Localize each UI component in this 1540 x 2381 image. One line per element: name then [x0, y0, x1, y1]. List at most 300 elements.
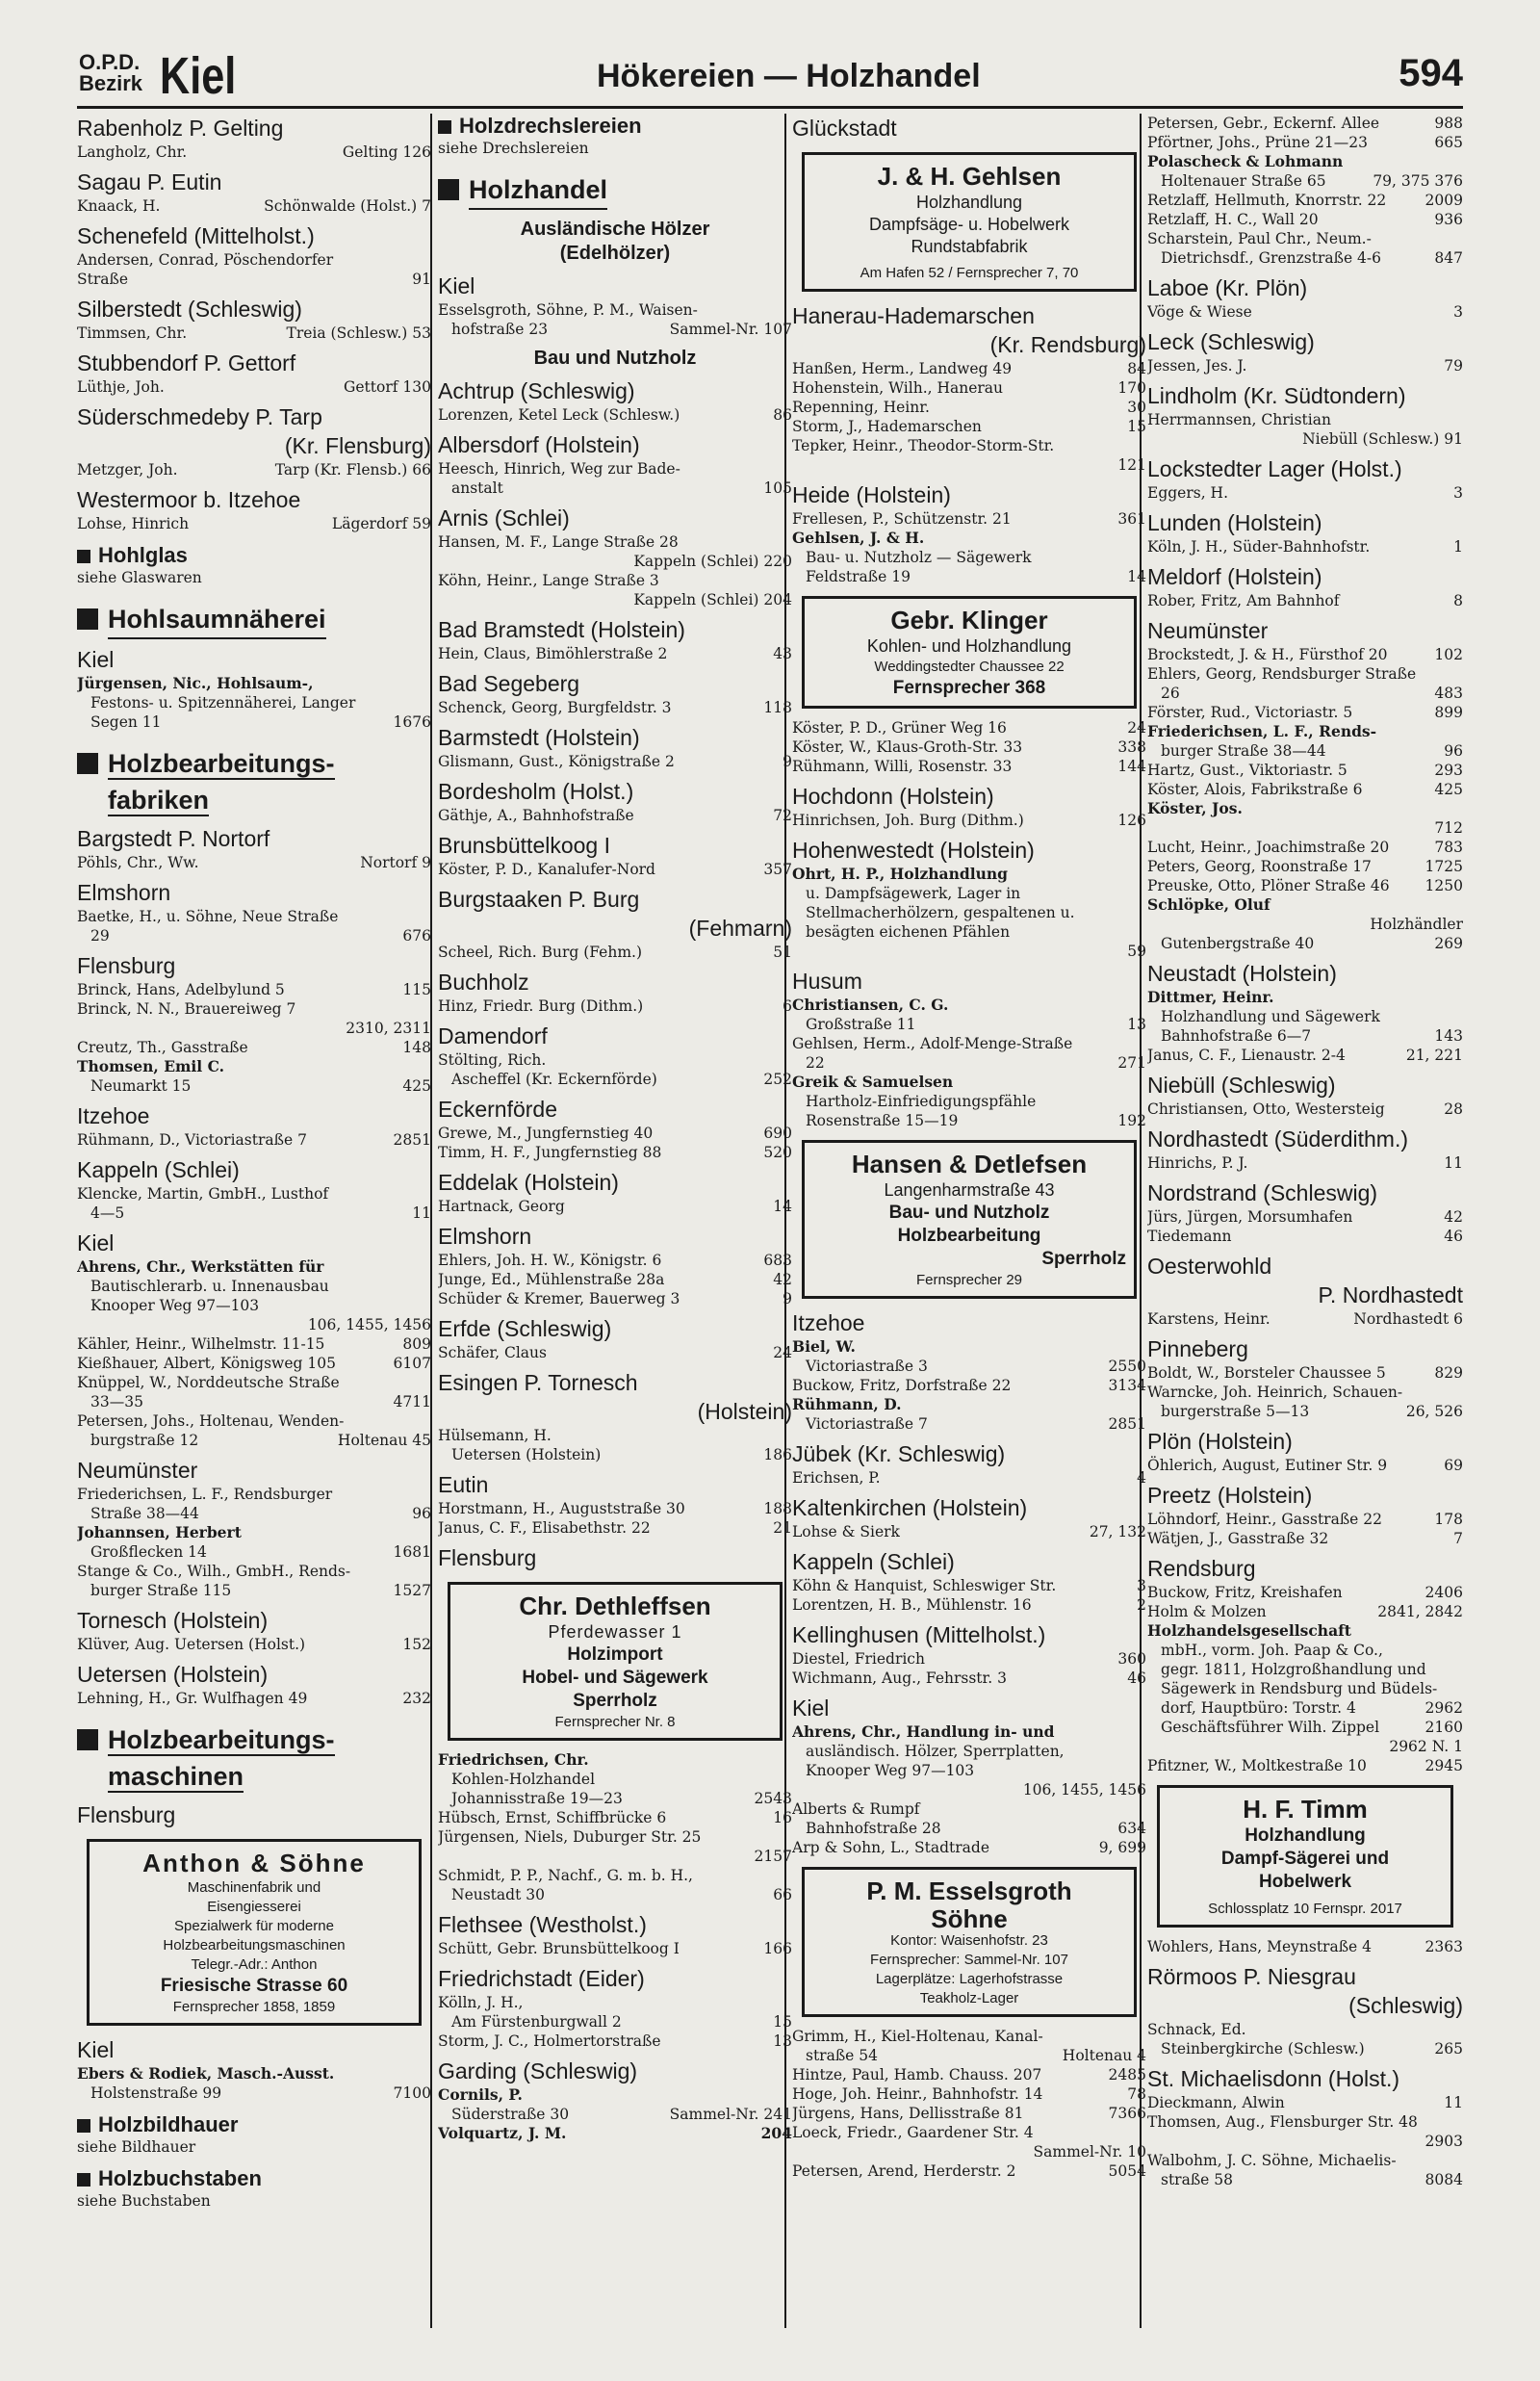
entry: Langholz, Chr. Gelting 126 [77, 143, 431, 161]
advert-line: Dampfsäge- u. Hobelwerk [868, 215, 1070, 234]
entry: Steinbergkirche (Schlesw.) 265 [1161, 2040, 1463, 2057]
entry: Wätjen, J., Gasstraße 32 7 [1147, 1530, 1463, 1547]
entry: Grewe, M., Jungfernstieg 40 690 [438, 1125, 792, 1142]
entry: Petersen, Johs., Holtenau, Wenden- [77, 1412, 345, 1430]
entry: Petersen, Arend, Herderstr. 2 5054 [792, 2162, 1146, 2180]
entry: Scheel, Rich. Burg (Fehm.) 51 [438, 944, 792, 961]
place-heading: Schenefeld (Mittelholst.) [77, 223, 315, 248]
entry: Lucht, Heinr., Joachimstraße 20 783 [1147, 839, 1463, 856]
entry: Hanßen, Herm., Landweg 49 84 [792, 360, 1146, 377]
entry: Eggers, H. 3 [1147, 484, 1463, 502]
place-heading: Glückstadt [792, 116, 897, 141]
entry: Biel, W. [792, 1337, 856, 1356]
advert-line: Holzimport [567, 1644, 663, 1665]
entry: Lohse, Hinrich Lägerdorf 59 [77, 515, 431, 532]
place-heading: Hochdonn (Holstein) [792, 784, 994, 809]
entry: Gäthje, A., Bahnhofstraße 72 [438, 807, 792, 824]
advert-line: Weddingstedter Chaussee 22 [874, 659, 1065, 675]
place-heading: Itzehoe [792, 1310, 865, 1335]
entry: Retzlaff, H. C., Wall 20 936 [1147, 211, 1463, 228]
place-heading: Süderschmedeby P. Tarp [77, 404, 322, 429]
place-heading: Achtrup (Schleswig) [438, 378, 635, 403]
place-heading: Barmstedt (Holstein) [438, 725, 640, 750]
entry: Klencke, Martin, GmbH., Lusthof [77, 1185, 329, 1203]
place-heading: Rendsburg [1147, 1556, 1256, 1581]
bullet-square-icon [77, 2173, 90, 2187]
place-heading: Kiel [77, 2037, 115, 2062]
entry: Straße 91 [77, 271, 431, 288]
advert-line: Langenharmstraße 43 [884, 1180, 1055, 1200]
entry: Hinrichsen, Joh. Burg (Dithm.) 126 [792, 812, 1146, 829]
entry: Klüver, Aug. Uetersen (Holst.) 152 [77, 1636, 431, 1653]
entry: Christiansen, Otto, Westersteig 28 [1147, 1100, 1463, 1118]
entry: Rober, Fritz, Am Bahnhof 8 [1147, 592, 1463, 609]
entry: Johannisstraße 19—23 2543 [451, 1790, 792, 1807]
entry: Holzhandelsgesellschaft [1147, 1621, 1351, 1640]
entry: Hübsch, Ernst, Schiffbrücke 6 16 [438, 1809, 792, 1826]
place-heading: Husum [792, 969, 862, 994]
entry: Ascheffel (Kr. Eckernförde) 252 [451, 1071, 792, 1088]
entry: burgstraße 12 Holtenau 45 [90, 1432, 431, 1449]
place-heading: Elmshorn [438, 1224, 532, 1249]
entry: Diestel, Friedrich 360 [792, 1650, 1146, 1668]
entry: Schüder & Kremer, Bauerweg 3 9 [438, 1290, 792, 1307]
bullet-square-icon [77, 550, 90, 563]
entry: Janus, C. F., Elisabethstr. 22 21 [438, 1519, 792, 1537]
advert-line: Rundstabfabrik [911, 237, 1028, 256]
entry-value: 59 [1127, 943, 1146, 960]
advert-line: Kontor: Waisenhofstr. 23 [890, 1932, 1048, 1949]
entry-cont: Sägewerk in Rendsburg und Büdels- [1161, 1680, 1438, 1697]
entry: Segen 11 1676 [90, 713, 431, 731]
place-heading: Bad Segeberg [438, 671, 580, 696]
entry: Greik & Samuelsen [792, 1073, 954, 1091]
entry: Lohse & Sierk 27, 132 [792, 1523, 1146, 1540]
entry: Köster, Jos. [1147, 799, 1243, 817]
entry: Hartnack, Georg 14 [438, 1198, 792, 1215]
place-heading: Bad Bramstedt (Holstein) [438, 617, 685, 642]
entry-cont: besägten eichenen Pfählen [806, 923, 1011, 941]
entry: Hein, Claus, Bimöhlerstraße 2 43 [438, 645, 792, 662]
entry: Peters, Georg, Roonstraße 17 1725 [1147, 858, 1463, 875]
place-heading: Arnis (Schlei) [438, 505, 570, 531]
entry: Preuske, Otto, Plöner Straße 46 1250 [1147, 877, 1463, 894]
entry: Hohenstein, Wilh., Hanerau 170 [792, 379, 1146, 397]
entry: Timmsen, Chr. Treia (Schlesw.) 53 [77, 324, 431, 342]
entry-value: 106, 1455, 1456 [307, 1316, 431, 1333]
section-heading: Holzbildhauer [77, 2112, 431, 2137]
entry: burgerstraße 5—13 26, 526 [1161, 1403, 1463, 1420]
entry: Christiansen, C. G. [792, 996, 949, 1014]
entry: Kappeln (Schlei) 204 [633, 591, 792, 608]
place-heading: Silberstedt (Schleswig) [77, 297, 302, 322]
entry: Schnack, Ed. [1147, 2021, 1246, 2038]
entry: Dittmer, Heinr. [1147, 988, 1274, 1006]
entry: Lorentzen, H. B., Mühlenstr. 16 2 [792, 1596, 1146, 1614]
advert-title: Söhne [931, 1904, 1008, 1933]
place-heading: Kellinghusen (Mittelholst.) [792, 1622, 1046, 1647]
entry: Repenning, Heinr. 30 [792, 399, 1146, 416]
header-rule [77, 106, 1463, 109]
place-heading: Kiel [77, 1230, 115, 1255]
place-heading: St. Michaelisdonn (Holst.) [1147, 2066, 1400, 2091]
advert-box [802, 1867, 1137, 2017]
place-heading: Niebüll (Schleswig) [1147, 1073, 1336, 1098]
page-title: Hökereien — Holzhandel [597, 58, 981, 94]
entry: Großflecken 14 1681 [90, 1543, 431, 1561]
entry: Jürgensen, Nic., Hohlsaum-, [77, 674, 314, 692]
place-heading: Kiel [792, 1695, 830, 1721]
entry: Förster, Rud., Victoriastr. 5 899 [1147, 704, 1463, 721]
entry: Hinrichs, P. J. 11 [1147, 1154, 1463, 1172]
entry: Pförtner, Johs., Prüne 21—23 665 [1147, 134, 1463, 151]
entry: Junge, Ed., Mühlenstraße 28a 42 [438, 1271, 792, 1288]
advert-box [448, 1582, 783, 1741]
page-header [77, 48, 1463, 106]
entry: Rühmann, D., Victoriastraße 7 2851 [77, 1131, 431, 1149]
entry: Öhlerich, August, Eutiner Str. 9 69 [1147, 1457, 1463, 1474]
entry-value: 712 [1434, 819, 1463, 837]
advert-line: Holzhandlung [1245, 1825, 1366, 1846]
advert-line: Eisengiesserei [207, 1899, 301, 1915]
entry: Bahnhofstraße 6—7 143 [1161, 1027, 1463, 1045]
column-2 [438, 114, 792, 2328]
place-heading: Preetz (Holstein) [1147, 1483, 1313, 1508]
entry: Hintze, Paul, Hamb. Chauss. 207 2485 [792, 2066, 1146, 2083]
entry: Tiedemann 46 [1147, 1228, 1463, 1245]
entry: Jessen, Jes. J. 79 [1147, 357, 1463, 375]
entry: Lüthje, Joh. Gettorf 130 [77, 378, 431, 396]
subsection-heading: Bau und Nutzholz [533, 348, 697, 369]
place-heading: Damendorf [438, 1023, 548, 1048]
entry: Ohrt, H. P., Holzhandlung [792, 865, 1008, 883]
entry: Kappeln (Schlei) 220 [633, 553, 792, 570]
entry: Storm, J. C., Holmertorstraße 13 [438, 2032, 792, 2050]
entry: straße 54 Holtenau 4 [806, 2047, 1146, 2064]
entry: Köster, Alois, Fabrikstraße 6 425 [1147, 781, 1463, 798]
place-heading: Stubbendorf P. Gettorf [77, 350, 296, 375]
place-heading: Lockstedter Lager (Holst.) [1147, 456, 1402, 481]
place-heading: Kiel [438, 273, 475, 298]
advert-line: Holzbearbeitungsmaschinen [163, 1937, 346, 1954]
entry: Johannsen, Herbert [77, 1523, 242, 1541]
entry: Brinck, N. N., Brauereiweg 7 [77, 1000, 296, 1018]
entry: Herrmannsen, Christian [1147, 411, 1331, 428]
entry: Metzger, Joh. Tarp (Kr. Flensb.) 66 [77, 461, 431, 479]
advert-line: Fernsprecher: Sammel-Nr. 107 [870, 1952, 1068, 1968]
entry: Wichmann, Aug., Fehrsstr. 3 46 [792, 1669, 1146, 1687]
entry: Rühmann, D. [792, 1395, 902, 1413]
entry: Lehning, H., Gr. Wulfhagen 49 232 [77, 1690, 431, 1707]
advert-title: J. & H. Gehlsen [877, 162, 1062, 191]
entry: Schäfer, Claus 24 [438, 1344, 792, 1361]
place-heading: Kappeln (Schlei) [792, 1549, 955, 1574]
place-heading: Leck (Schleswig) [1147, 329, 1315, 354]
entry: Gehlsen, J. & H. [792, 529, 925, 547]
entry-cont: Hartholz-Einfriedigungspfähle [806, 1093, 1037, 1110]
entry: Ebers & Rodiek, Masch.-Ausst. [77, 2064, 335, 2083]
cross-reference: siehe Drechslereien [438, 140, 589, 157]
entry: Esselsgroth, Söhne, P. M., Waisen- [438, 301, 698, 319]
entry: Holtenauer Straße 65 79, 375 376 [1161, 172, 1463, 190]
entry: Frellesen, P., Schützenstr. 21 361 [792, 510, 1146, 528]
advert-box [802, 596, 1137, 709]
entry: Grimm, H., Kiel-Holtenau, Kanal- [792, 2028, 1043, 2045]
entry: Scharstein, Paul Chr., Neum.- [1147, 230, 1372, 247]
place-heading: Elmshorn [77, 880, 171, 905]
column-1 [77, 114, 431, 2328]
place-heading: Kiel [77, 647, 115, 672]
entry: Timm, H. F., Jungfernstieg 88 520 [438, 1144, 792, 1161]
entry-value: 2310, 2311 [346, 1020, 431, 1037]
advert-title: Hansen & Detlefsen [851, 1150, 1088, 1178]
entry: 33—35 4711 [90, 1393, 431, 1410]
advert-title: P. M. Esselsgroth [866, 1876, 1072, 1905]
advert-line: Fernsprecher Nr. 8 [554, 1714, 676, 1730]
district-label: O.P.D. Bezirk [79, 50, 143, 95]
advert-box [802, 1140, 1137, 1299]
place-heading: Lindholm (Kr. Südtondern) [1147, 383, 1406, 408]
entry: Petersen, Gebr., Eckernf. Allee 988 [1147, 115, 1463, 132]
advert-title: Gebr. Klinger [890, 606, 1048, 634]
advert-line: Schlossplatz 10 Fernspr. 2017 [1208, 1901, 1402, 1917]
place-heading: Neustadt (Holstein) [1147, 961, 1337, 986]
entry: Alberts & Rumpf [792, 1800, 920, 1818]
entry: 22 271 [806, 1054, 1146, 1072]
advert-line: Fernsprecher 368 [892, 678, 1046, 698]
entry: Storm, J., Hademarschen 15 [792, 418, 1146, 435]
advert-line: Sperrholz [1041, 1249, 1126, 1269]
entry: Holm & Molzen 2841, 2842 [1147, 1603, 1463, 1620]
entry: Jürgensen, Niels, Duburger Str. 25 [438, 1828, 702, 1846]
entry: Glismann, Gust., Königstraße 2 9 [438, 753, 792, 770]
entry: Jürgens, Hans, Dellisstraße 81 7366 [792, 2105, 1146, 2122]
entry: Kölln, J. H., [438, 1994, 524, 2011]
section-heading: Holzdrechslereien [438, 114, 792, 139]
place-heading: Neumünster [77, 1458, 198, 1483]
entry: 4—5 11 [90, 1204, 431, 1222]
entry: Karstens, Heinr. Nordhastedt 6 [1147, 1310, 1463, 1328]
place-heading: Neumünster [1147, 618, 1269, 643]
entry: Schenck, Georg, Burgfeldstr. 3 118 [438, 699, 792, 716]
entry: Andersen, Conrad, Pöschendorfer [77, 251, 334, 269]
advert-line: Fernsprecher 1858, 1859 [172, 1999, 336, 2015]
entry: Warncke, Joh. Heinrich, Schauen- [1147, 1384, 1403, 1401]
bullet-square-icon [438, 179, 459, 200]
advert-line: Telegr.-Adr.: Anthon [191, 1956, 318, 1973]
place-heading: Eckernförde [438, 1097, 558, 1122]
entry: Volquartz, J. M. 204 [438, 2124, 792, 2142]
entry-cont: Bautischlerarb. u. Innenausbau [90, 1278, 329, 1295]
section-heading: Holzbearbeitungs- fabriken [77, 745, 431, 818]
place-heading: Rabenholz P. Gelting [77, 116, 284, 141]
bullet-square-icon [77, 2119, 90, 2133]
entry: Geschäftsführer Wilh. Zippel 2160 [1161, 1719, 1463, 1736]
section-heading: Hohlsaumnäherei [77, 601, 431, 639]
entry: Schlöpke, Oluf [1147, 895, 1270, 914]
entry: Stange & Co., Wilh., GmbH., Rends- [77, 1563, 351, 1580]
bullet-square-icon [77, 1729, 98, 1750]
place-heading: Bordesholm (Holst.) [438, 779, 634, 804]
entry: Wohlers, Hans, Meynstraße 4 2363 [1147, 1938, 1463, 1955]
place-heading: Heide (Holstein) [792, 482, 951, 507]
entry: Kähler, Heinr., Wilhelmstr. 11-15 809 [77, 1335, 431, 1353]
place-heading: Itzehoe [77, 1103, 150, 1128]
entry: Erichsen, P. 4 [792, 1469, 1146, 1487]
entry: Neumarkt 15 425 [90, 1077, 431, 1095]
entry: Jürs, Jürgen, Morsumhafen 42 [1147, 1208, 1463, 1226]
entry: Köster, W., Klaus-Groth-Str. 33 338 [792, 738, 1146, 756]
advert-line: Sperrholz [573, 1691, 657, 1711]
place-heading: Esingen P. Tornesch [438, 1370, 638, 1395]
entry: Creutz, Th., Gasstraße 148 [77, 1039, 431, 1056]
advert-line: Hobel- und Sägewerk [522, 1668, 708, 1688]
place-heading: Rörmoos P. Niesgrau [1147, 1964, 1356, 1989]
cross-reference: siehe Bildhauer [77, 2138, 196, 2156]
place-heading-cont: (Holstein) [697, 1399, 792, 1424]
place-heading-cont: P. Nordhastedt [1318, 1282, 1463, 1307]
entry: Thomsen, Emil C. [77, 1057, 225, 1075]
advert-line: Holzbearbeitung [897, 1226, 1041, 1246]
entry: Retzlaff, Hellmuth, Knorrstr. 22 2009 [1147, 192, 1463, 209]
bullet-square-icon [438, 120, 451, 134]
entry: straße 58 8084 [1161, 2171, 1463, 2188]
entry: Janus, C. F., Lienaustr. 2-4 21, 221 [1147, 1047, 1463, 1064]
place-heading-cont: (Kr. Flensburg) [284, 433, 431, 458]
entry: Feldstraße 19 14 [806, 568, 1146, 585]
entry: Kießhauer, Albert, Königsweg 105 6107 [77, 1355, 431, 1372]
place-heading: Tornesch (Holstein) [77, 1608, 269, 1633]
entry: Brockstedt, J. & H., Fürsthof 20 102 [1147, 646, 1463, 663]
entry: Boldt, W., Borsteler Chaussee 5 829 [1147, 1364, 1463, 1382]
entry: Horstmann, H., Auguststraße 30 188 [438, 1500, 792, 1517]
place-heading: Flensburg [77, 953, 176, 978]
entry: Knaack, H. Schönwalde (Holst.) 7 [77, 197, 431, 215]
entry: Walbohm, J. C. Söhne, Michaelis- [1147, 2152, 1397, 2169]
entry: Friederichsen, L. F., Rends- [1147, 722, 1377, 740]
entry-value: 121 [1117, 456, 1146, 474]
entry: Victoriastraße 7 2851 [806, 1415, 1146, 1433]
place-heading: Jübek (Kr. Schleswig) [792, 1441, 1006, 1466]
entry: Gutenbergstraße 40 269 [1161, 935, 1463, 952]
entry-cont: Holzhändler [1370, 916, 1463, 933]
place-heading: Pinneberg [1147, 1336, 1248, 1361]
entry: Hartz, Gust., Viktoriastr. 5 293 [1147, 762, 1463, 779]
place-heading: Laboe (Kr. Plön) [1147, 275, 1308, 300]
column-3 [792, 114, 1146, 2328]
section-heading: Holzbuchstaben [77, 2166, 431, 2191]
cross-reference: siehe Buchstaben [77, 2192, 211, 2210]
entry: Polascheck & Lohmann [1147, 152, 1344, 170]
advert-line: Fernsprecher 29 [915, 1272, 1023, 1288]
entry: Holstenstraße 99 7100 [90, 2084, 431, 2102]
entry: Köhn & Hanquist, Schleswiger Str. 3 [792, 1577, 1146, 1594]
entry: Niebüll (Schlesw.) 91 [1302, 430, 1463, 448]
place-heading-cont: (Kr. Rendsburg) [989, 332, 1146, 357]
place-heading: Albersdorf (Holstein) [438, 432, 640, 457]
entry: anstalt 105 [451, 479, 792, 497]
entry: Hinz, Friedr. Burg (Dithm.) 6 [438, 997, 792, 1015]
entry: Schmidt, P. P., Nachf., G. m. b. H., [438, 1867, 693, 1884]
entry: Schütt, Gebr. Brunsbüttelkoog I 166 [438, 1940, 792, 1957]
entry: Tepker, Heinr., Theodor-Storm-Str. [792, 437, 1055, 454]
place-heading: Meldorf (Holstein) [1147, 564, 1322, 589]
entry: Buckow, Fritz, Dorfstraße 22 3134 [792, 1377, 1146, 1394]
entry-value: 2903 [1424, 2133, 1463, 2150]
column-4 [1147, 114, 1463, 2328]
place-heading: Uetersen (Holstein) [77, 1662, 269, 1687]
entry: Ehlers, Georg, Rendsburger Straße [1147, 665, 1417, 683]
advert-line: Kohlen- und Holzhandlung [866, 636, 1072, 656]
entry: burger Straße 38—44 96 [1161, 742, 1463, 760]
entry: Großstraße 11 13 [806, 1016, 1146, 1033]
entry: Neustadt 30 66 [451, 1886, 792, 1903]
entry-cont: Bau- u. Nutzholz — Sägewerk [806, 549, 1032, 566]
entry-cont: Kohlen-Holzhandel [451, 1771, 596, 1788]
entry-cont: u. Dampfsägewerk, Lager in [806, 885, 1021, 902]
advert-line: Bau- und Nutzholz [888, 1203, 1050, 1223]
place-heading: Oesterwohld [1147, 1254, 1272, 1279]
entry: Rosenstraße 15—19 192 [806, 1112, 1146, 1129]
entry: 26 483 [1161, 685, 1463, 702]
place-heading: Westermoor b. Itzehoe [77, 487, 301, 512]
advert-box [1157, 1785, 1453, 1928]
entry-value: 106, 1455, 1456 [1022, 1781, 1146, 1799]
entry: Brinck, Hans, Adelbylund 5 115 [77, 981, 431, 998]
place-heading: Eutin [438, 1472, 489, 1497]
entry: burger Straße 115 1527 [90, 1582, 431, 1599]
entry: Friederichsen, L. F., Rendsburger [77, 1486, 333, 1503]
entry-cont: gegr. 1811, Holzgroßhandlung und [1161, 1661, 1426, 1678]
place-heading: Nordstrand (Schleswig) [1147, 1180, 1378, 1205]
entry-value: Sammel-Nr. 10 [1033, 2143, 1146, 2161]
place-heading-cont: (Fehmarn) [688, 916, 792, 941]
section-heading: Holzhandel [438, 171, 792, 210]
section-heading: Holzbearbeitungs- maschinen [77, 1721, 431, 1795]
entry-value: 2157 [754, 1848, 792, 1865]
entry: Bahnhofstraße 28 634 [806, 1820, 1146, 1837]
place-heading: Flensburg [438, 1545, 537, 1570]
section-heading: Hohlglas [77, 543, 431, 568]
place-heading: Bargstedt P. Nortorf [77, 826, 270, 851]
place-heading: Erfde (Schleswig) [438, 1316, 612, 1341]
entry: dorf, Hauptbüro: Torstr. 4 2962 [1161, 1699, 1463, 1717]
entry: Buckow, Fritz, Kreishafen 2406 [1147, 1584, 1463, 1601]
advert-line: Friesische Strasse 60 [160, 1976, 348, 1996]
entry-value: 2962 N. 1 [1389, 1738, 1463, 1755]
entry: Köhn, Heinr., Lange Straße 3 [438, 572, 659, 589]
entry-cont: Festons- u. Spitzennäherei, Langer [90, 694, 356, 712]
advert-title: H. F. Timm [1243, 1795, 1368, 1824]
entry-cont: Stellmacherhölzern, gespaltenen u. [806, 904, 1075, 921]
advert-line: Hobelwerk [1258, 1872, 1352, 1892]
entry: Süderstraße 30 Sammel-Nr. 241 [451, 2106, 792, 2123]
entry: Pöhls, Chr., Ww. Nortorf 9 [77, 854, 431, 871]
entry: Knooper Weg 97—103 [806, 1762, 975, 1779]
entry: Heesch, Hinrich, Weg zur Bade- [438, 460, 680, 478]
entry: Vöge & Wiese 3 [1147, 303, 1463, 321]
place-heading: Nordhastedt (Süderdithm.) [1147, 1126, 1409, 1152]
place-heading: Friedrichstadt (Eider) [438, 1966, 645, 1991]
advert-box [87, 1839, 422, 2026]
entry: Cornils, P. [438, 2085, 523, 2104]
entry-cont: Holzhandlung und Sägewerk [1161, 1008, 1380, 1025]
entry-cont: mbH., vorm. Joh. Paap & Co., [1161, 1642, 1383, 1659]
place-heading: Buchholz [438, 970, 529, 995]
place-heading: Flensburg [77, 1802, 176, 1827]
entry: Victoriastraße 3 2550 [806, 1358, 1146, 1375]
entry: Loeck, Friedr., Gaardener Str. 4 [792, 2124, 1034, 2141]
